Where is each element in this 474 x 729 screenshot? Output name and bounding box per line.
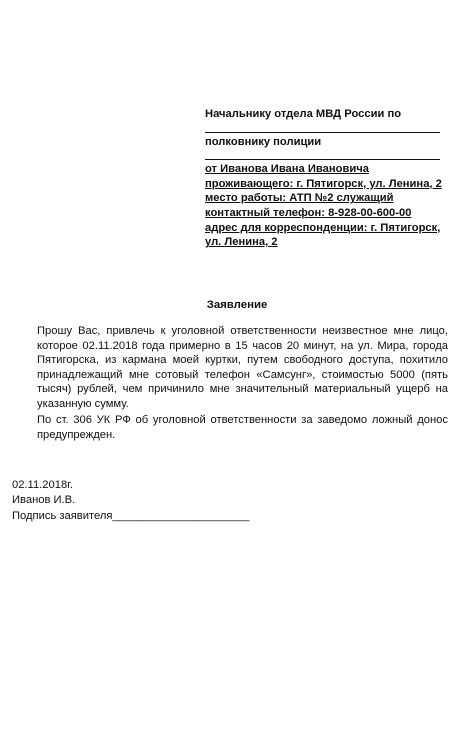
sender-phone-line: контактный телефон: 8-928-00-600-00	[205, 206, 412, 219]
blank-rule-1	[205, 122, 440, 133]
document-title: Заявление	[206, 299, 268, 311]
warning-paragraph	[37, 413, 448, 442]
sender-correspondence-line-2: ул. Ленина, 2	[205, 236, 278, 249]
sender-correspondence-line: адрес для корреспонденции: г. Пятигорск,	[205, 221, 441, 234]
sender-address-line: проживающего: г. Пятигорск, ул. Ленина, 2	[205, 177, 442, 190]
statement-paragraph	[37, 324, 448, 412]
warning-text: По ст. 306 УК РФ об уголовной ответственности за заведомо ложный донос предупрежден.	[37, 414, 448, 441]
statement-text: Прошу Вас, привлечь к уголовной ответственности неизвестное мне лицо, которое 02.11.2018 года примерно в 15 часов 20 минут, на ул. Мира, города Пятигорска, из кармана моей куртки, путем свободного доступа, похитило принадлежащий мне сотовый телефон «Самсунг», стоимостью 5000 (пять тысяч) рублей, чем причинило мне значительный материальный ущерб на указанную сумму.	[37, 325, 448, 410]
signature-date: 02.11.2018г.	[12, 479, 73, 491]
sender-name-line: от Иванова Ивана Ивановича	[205, 163, 369, 176]
signature-label: Подпись заявителя______________________	[12, 509, 250, 522]
blank-rule-2	[205, 149, 440, 160]
addressee-line-1: Начальнику отдела МВД России по	[205, 108, 402, 120]
signature-block	[12, 478, 249, 524]
addressee-line-2: полковнику полиции	[205, 135, 322, 148]
addressee-block	[205, 107, 445, 250]
signer-name: Иванов И.В.	[12, 494, 76, 507]
sender-workplace-line: место работы: АТП №2 служащий	[205, 192, 394, 205]
